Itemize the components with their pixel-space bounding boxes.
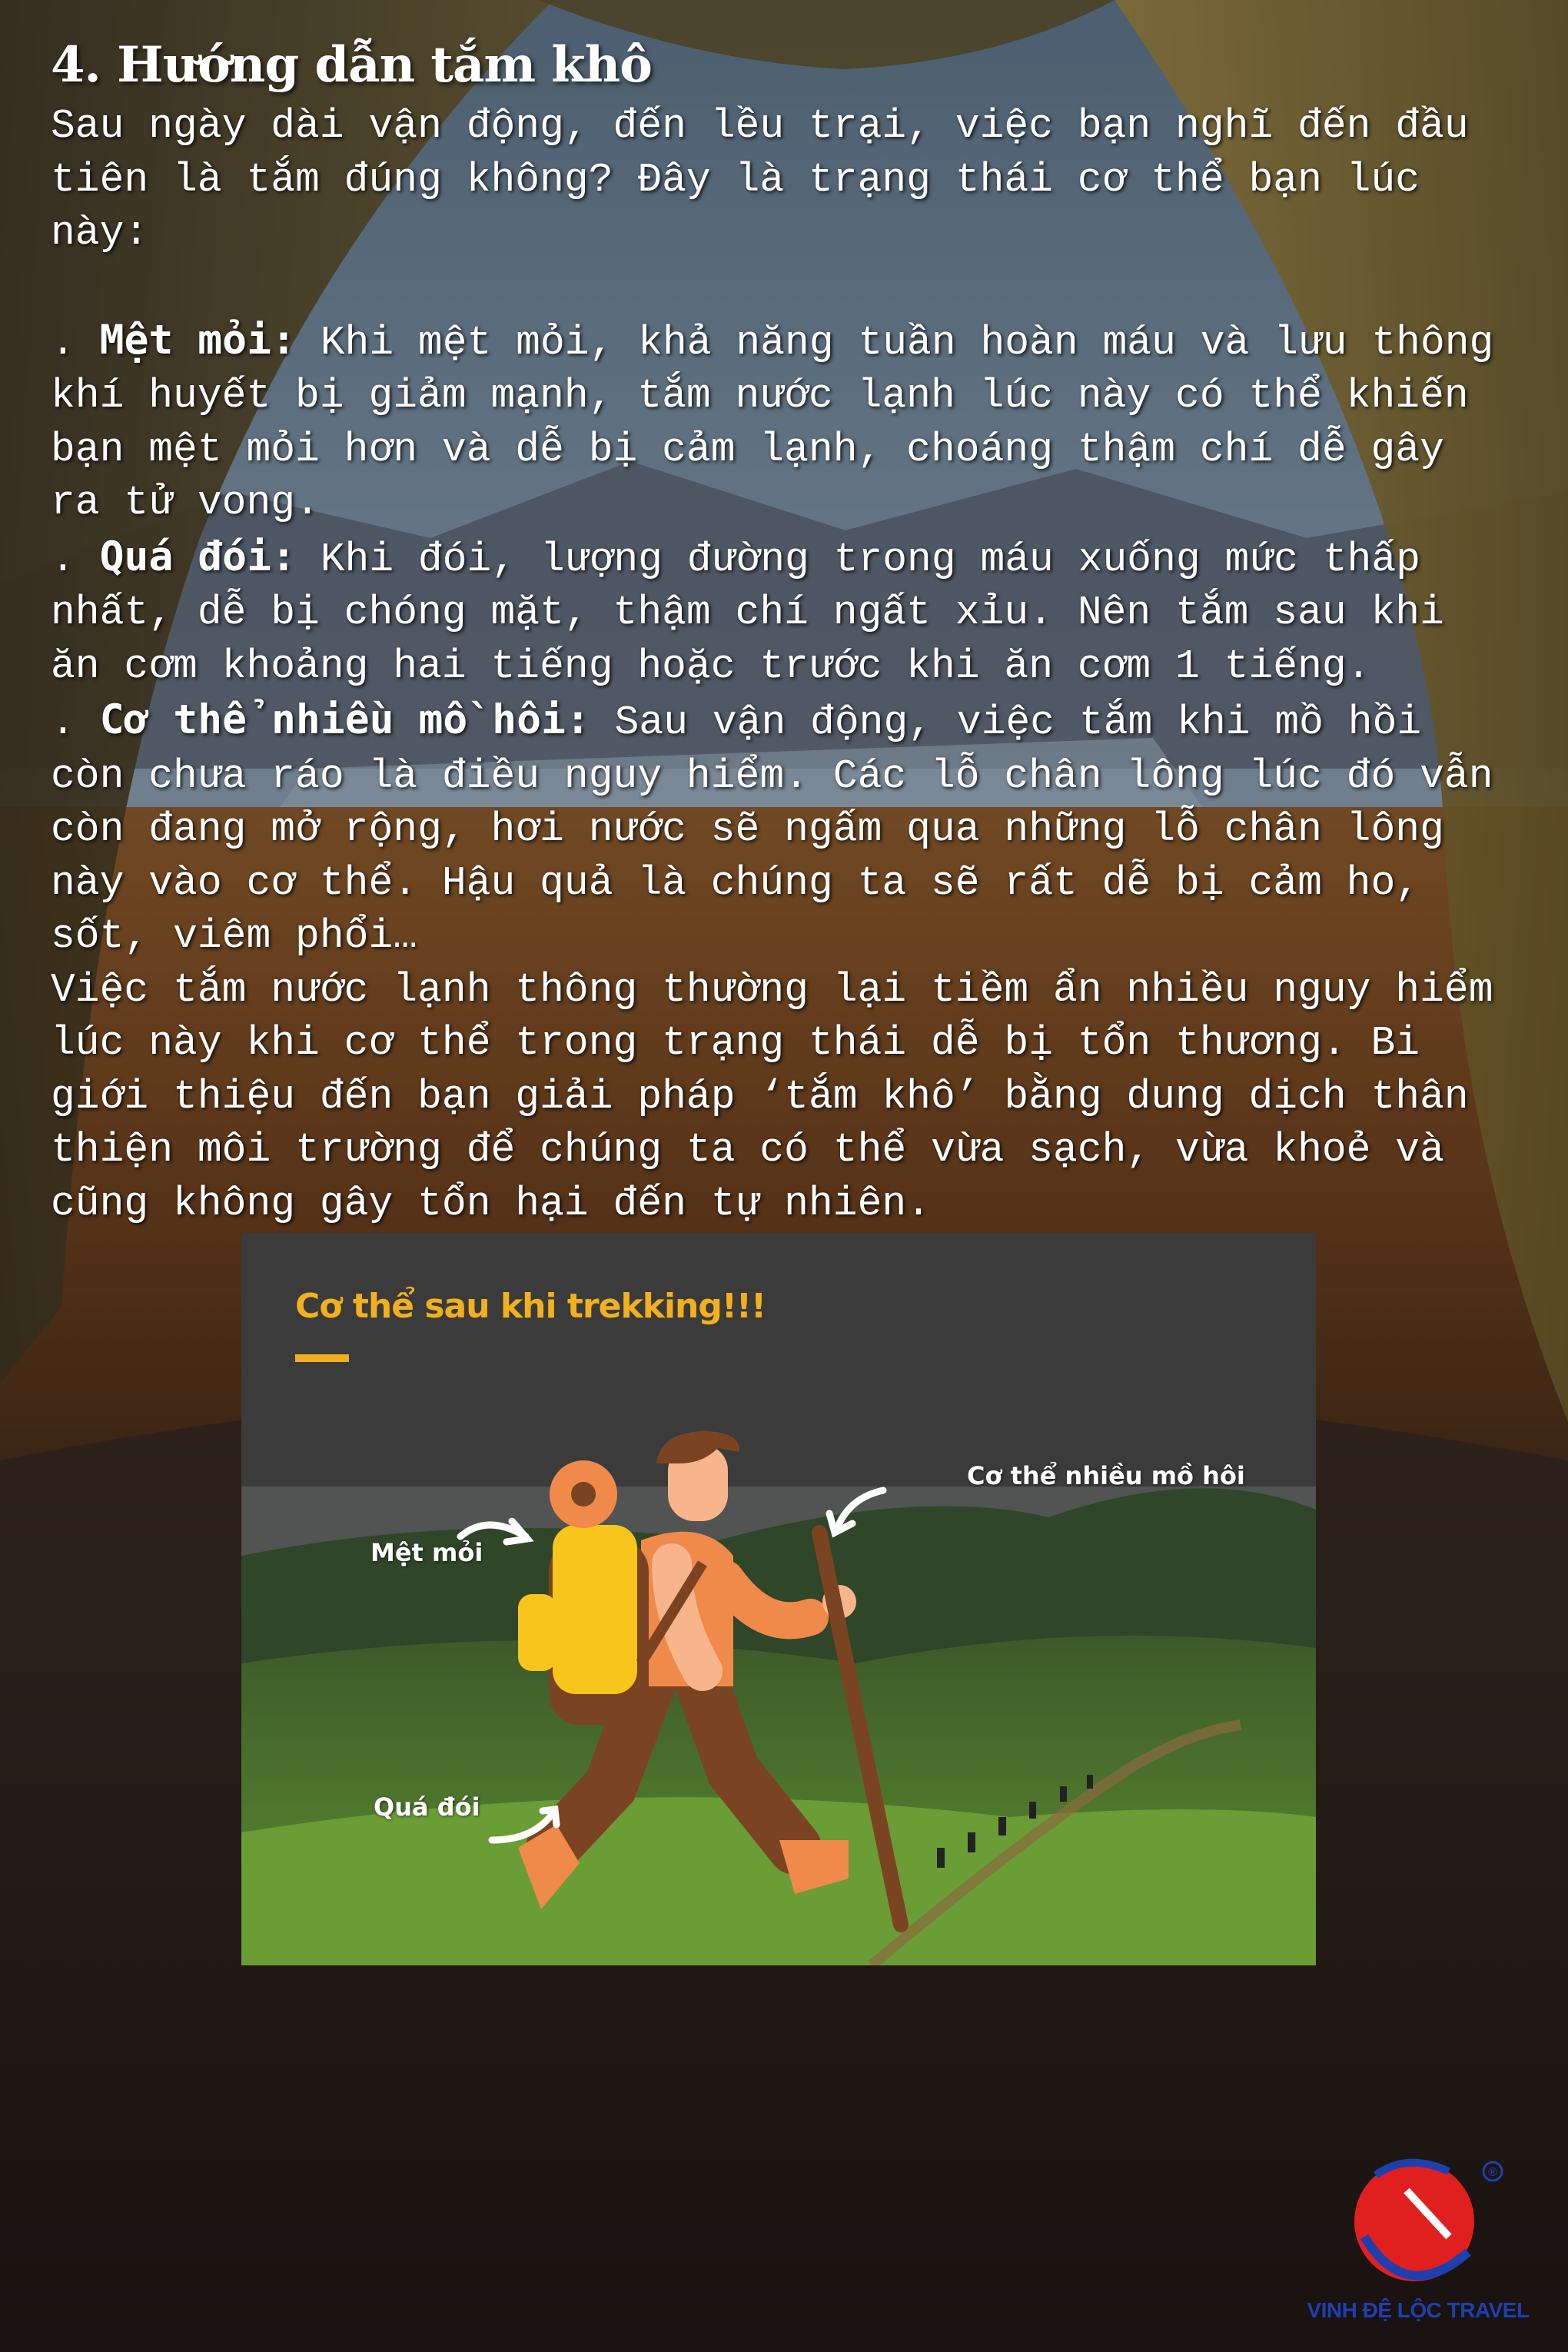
infographic-illustration xyxy=(241,1233,1316,1965)
bullet-dot: . xyxy=(51,319,100,366)
label-tired: Mệt mỏi xyxy=(370,1538,483,1567)
article-section xyxy=(51,31,1511,1231)
brand-logo-mark xyxy=(1291,2144,1545,2306)
desc-sweat: Sau vận động, việc tắm khi mồ hồi còn chưa ráo là điều nguy hiểm. Các lỗ chân lông lúc đó vẫn còn đang mở rộng, hơi nước sẽ ngấm qua những lỗ chân lông này vào cơ thể. Hậu quả là chúng ta sẽ rất dễ bị cảm ho, sốt, viêm phổi… xyxy=(51,699,1493,959)
term-hungry: Quá đói: xyxy=(99,533,296,580)
label-hungry: Quá đói xyxy=(374,1792,480,1822)
desc-tired: Khi mệt mỏi, khả năng tuần hoàn máu và lưu thông khí huyết bị giảm mạnh, tắm nước lạnh lúc này có thể khiến bạn mệt mỏi hơn và dễ bị cảm lạnh, choáng thậm chí dễ gây ra tử vong. xyxy=(51,319,1494,526)
bullet-dot: . xyxy=(51,699,100,746)
brand-logo xyxy=(1291,2144,1545,2329)
paragraph-spacer xyxy=(51,261,1511,314)
list-item-sweat xyxy=(51,693,1511,964)
term-tired: Mệt mỏi: xyxy=(99,316,296,364)
list-item-hungry xyxy=(51,530,1511,694)
brand-name: VINH ĐỆ LỘC TRAVEL xyxy=(1307,2298,1530,2322)
intro-paragraph: Sau ngày dài vận động, đến lều trại, việc bạn nghĩ đến đầu tiên là tắm đúng không? Đây là trạng thái cơ thể bạn lúc này: xyxy=(51,103,1469,256)
infographic-title: Cơ thể sau khi trekking!!! xyxy=(295,1287,766,1326)
title-underline xyxy=(295,1354,349,1362)
list-item-tired xyxy=(51,314,1511,530)
label-sweat: Cơ thể nhiều mồ hôi xyxy=(967,1461,1245,1490)
term-sweat: Cơ thể nhiều mồ hôi: xyxy=(99,696,590,743)
bullet-dot: . xyxy=(51,536,100,583)
desc-hungry: Khi đói, lượng đường trong máu xuống mức thấp nhất, dễ bị chóng mặt, thậm chí ngất xỉu. Nên tắm sau khi ăn cơm khoảng hai tiếng hoặc trước khi ăn cơm 1 tiếng. xyxy=(51,536,1444,689)
section-title: 4. Hướng dẫn tắm khô xyxy=(51,36,652,94)
trekking-infographic xyxy=(241,1233,1316,1965)
conclusion-paragraph: Việc tắm nước lạnh thông thường lại tiềm ẩn nhiều nguy hiểm lúc này khi cơ thể trong trạng thái dễ bị tổn thương. Bi giới thiệu đến bạn giải pháp ‘tắm khô’ bằng dung dịch thân thiện môi trường để chúng ta có thể vừa sạch, vừa khoẻ và cũng không gây tổn hại đến tự nhiên. xyxy=(51,966,1493,1227)
registered-mark: ® xyxy=(1488,2166,1497,2179)
